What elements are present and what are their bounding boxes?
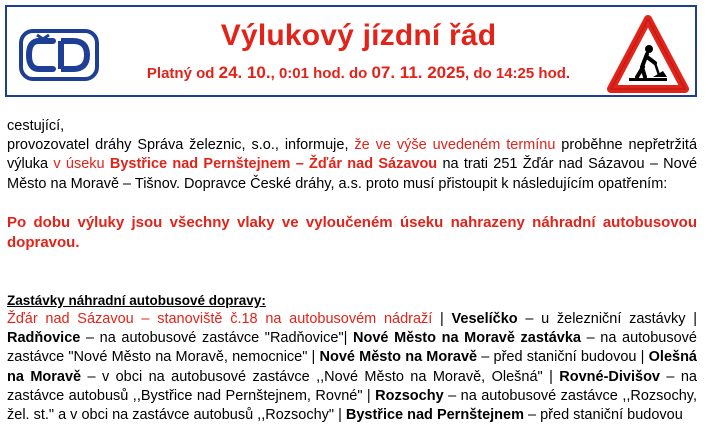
date-from: 24. 10. [218,63,271,82]
closure-section: Bystřice nad Pernštejnem – Žďár nad Sázavou [109,156,438,173]
stop-separator: | [432,311,452,328]
stop-name: Bystřice nad Pernštejnem [345,407,524,424]
time-from: , 0:01 hod. do [270,65,372,82]
stop-desc: – na autobusové zastávce "Nové Město na Moravě, nemocnice" | [7,330,698,366]
header-box [5,5,697,97]
stop-desc: – na autobusové zastávce "Radňovice"| [80,330,354,347]
stop-name: Nové Město na Moravě zastávka [353,330,581,347]
intro-section-prefix: v úseku [53,156,110,173]
replacement-notice: Po dobu výluky jsou všechny vlaky ve vyloučeném úseku nahrazeny náhradní autobusovou dopravou. [7,213,697,251]
stop-name: Olešná na Moravě [7,349,697,385]
intro-text-b: proběhne nepřetržitá výluka [7,137,698,173]
stop-desc: – na zastávce autobusů ,,Bystřice nad Pernštejnem, Rovné" | [7,368,697,404]
stop-name: Veselíčko [451,311,518,328]
intro-text-c: na trati 251 Žďár nad Sázavou – Nové Město na Moravě – Tišnov. Dopravce České dráhy, a.s. proto musí přistoupit k následujícím opatřením: [7,156,698,192]
intro-greeting: cestující, [7,118,65,134]
main-content [7,117,697,425]
stop-desc: – u železniční zastávky | [517,311,697,328]
stop-first: Žďár nad Sázavou – stanoviště č.18 na autobusovém nádraží [7,311,433,328]
validity-prefix: Platný od [146,65,219,82]
intro-paragraph [7,136,697,194]
stop-desc: – v obci na autobusové zastávce ,,Nové Město na Moravě, Olešná" | [81,368,560,385]
stops-heading: Zastávky náhradní autobusové dopravy: [7,292,266,308]
stop-desc: – před staniční budovou | [477,349,649,366]
time-to: , do 14:25 hod. [465,65,571,82]
road-works-warning-icon [607,15,689,95]
intro-text-a: provozovatel dráhy Správa železnic, s.o., informuje, [7,137,355,154]
intro-term-red: že ve výše uvedeném termínu [354,137,556,154]
validity-line [7,63,695,83]
stop-name: Rovné-Divišov [559,368,660,385]
stop-desc: – před staniční budovou [523,407,683,424]
stop-name: Rozsochy [375,387,444,404]
stops-list [7,310,697,425]
stop-desc: – na autobusové zastávce ,,Rozsochy, žel. st." a v obci na zastávce autobusů ,,Rozsochy" | [7,387,697,424]
date-to: 07. 11. 2025 [371,63,466,82]
stop-name: Radňovice [7,330,81,347]
stop-name: Nové Město na Moravě [319,349,478,366]
page-title: Výlukový jízdní řád [220,19,497,52]
